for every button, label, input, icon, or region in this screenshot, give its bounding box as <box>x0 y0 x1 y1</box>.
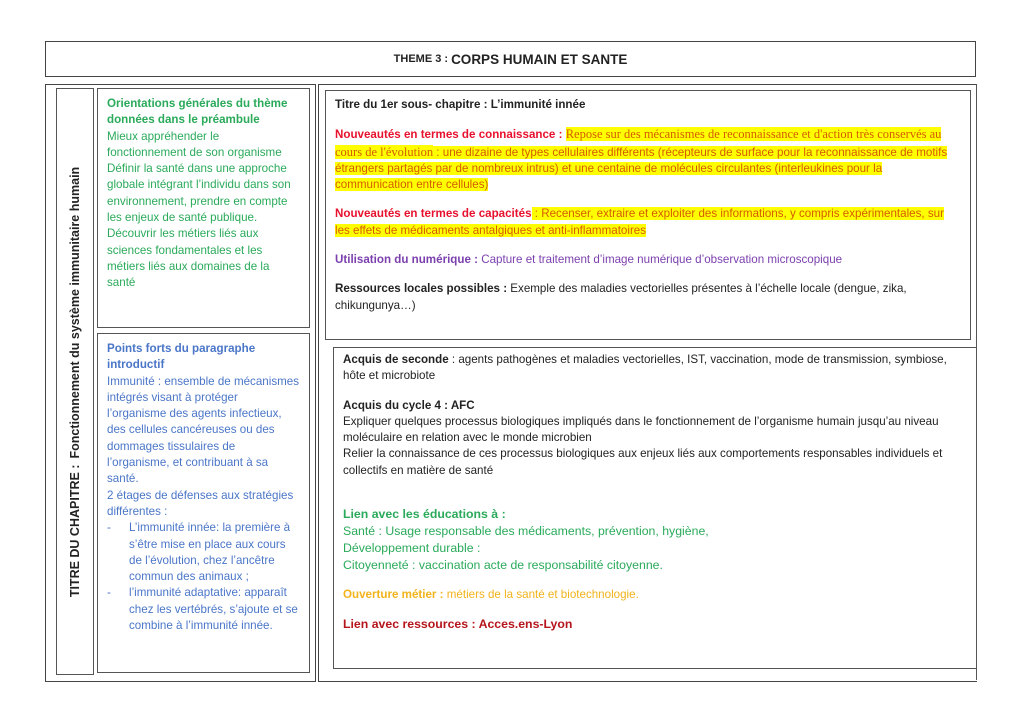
theme-title: CORPS HUMAIN ET SANTE <box>451 51 628 67</box>
connaissance-section <box>335 126 961 193</box>
subchapter-title: Titre du 1er sous- chapitre : L’immunité innée <box>335 98 586 111</box>
theme-header <box>45 41 976 77</box>
subchapter-box <box>325 90 971 340</box>
points-forts-stages-intro: 2 étages de défenses aux stratégies différentes : <box>107 488 294 518</box>
chapter-label: TITRE DU CHAPITRE : <box>68 464 82 597</box>
numerique-label: Utilisation du numérique : <box>335 253 478 267</box>
points-forts-heading: Points forts du paragraphe introductif <box>107 342 256 372</box>
metier-text: métiers de la santé et biotechnologie. <box>443 588 639 602</box>
acquis-box <box>333 347 977 669</box>
ressources-locales-label: Ressources locales possibles : <box>335 282 508 296</box>
points-forts-intro: Immunité : ensemble de mécanismes intégrés visant à protéger l’organisme des agents infectieux, des cellules cancéreuses ou des dommages tissulaires de l’organisme, et contribuant à sa santé. <box>107 374 300 486</box>
numerique-section <box>335 252 961 268</box>
numerique-text: Capture et traitement d’image numérique d’observation microscopique <box>478 253 843 267</box>
ressources-link: Lien avec ressources : Acces.ens-Lyon <box>343 617 573 632</box>
educations-line: Citoyenneté : vaccination acte de responsabilité citoyenne. <box>343 558 663 573</box>
capacites-text: : Recenser, extraire et exploiter des informations, y compris expérimentales, sur les effets de médicaments antalgiques et anti-inflammatoires <box>335 207 944 237</box>
acquis-cycle4-section <box>343 398 968 479</box>
bullet-text: L’immunité innée: la première à s’être mise en place aux cours de l’évolution, chez l’ancêtre commun des animaux ; <box>129 521 291 584</box>
chapter-title <box>68 166 82 596</box>
chapter-title-column <box>56 88 94 675</box>
list-item <box>107 585 300 634</box>
acquis-seconde-section <box>343 352 968 385</box>
metier-section <box>343 587 968 603</box>
orientations-line: Découvrir les métiers liés aux sciences fondamentales et les métiers liés aux domaines de la santé <box>107 227 270 290</box>
theme-prefix: THEME 3 : <box>393 53 449 65</box>
acquis-cycle4-label: Acquis du cycle 4 : AFC <box>343 398 475 412</box>
orientations-line: Mieux appréhender le fonctionnement de son organisme <box>107 129 282 159</box>
acquis-cycle4-line: Expliquer quelques processus biologiques impliqués dans le fonctionnement de l’organisme humain jusqu’au niveau moléculaire en relation avec le monde microbien <box>343 414 939 445</box>
bullet-text: l’immunité adaptative: apparaît chez les vertébrés, s’ajoute et se combine à l’immunité innée. <box>129 586 298 633</box>
capacites-section <box>335 206 961 239</box>
ressources-locales-section <box>335 281 961 314</box>
educations-section <box>343 506 968 574</box>
metier-label: Ouverture métier : <box>343 588 444 602</box>
acquis-cycle4-line: Relier la connaissance de ces processus biologiques aux enjeux liés aux comportements responsables individuels et collectifs en matière de santé <box>343 447 943 477</box>
ressources-locales-text: Exemple des maladies vectorielles présentes à l’échelle locale (dengue, zika, chikungunya…) <box>335 282 907 312</box>
orientations-heading: Orientations générales du thème données dans le préambule <box>107 97 288 127</box>
points-forts-list <box>107 520 300 634</box>
bullet-dash: - <box>107 521 111 535</box>
orientations-box <box>97 88 310 328</box>
educations-line: Développement durable : <box>343 541 481 556</box>
acquis-seconde-text: : agents pathogènes et maladies vectorielles, IST, vaccination, mode de transmission, symbiose, hôte et microbiote <box>343 353 947 383</box>
capacites-label: Nouveautés en termes de capacités <box>335 207 532 221</box>
bullet-dash: - <box>107 586 111 600</box>
chapter-name: Fonctionnement du système immunitaire humain <box>68 166 82 459</box>
connaissance-text: : une dizaine de types cellulaires différents (récepteurs de surface pour la reconnaissance de motifs étrangers partagés par de nombreux intrus) et une centaine de molécules circulantes (interleukines pour la communication entre cellules) <box>335 145 948 192</box>
points-forts-box <box>97 333 310 673</box>
educations-line: Santé : Usage responsable des médicaments, prévention, hygiène, <box>343 524 709 539</box>
orientations-line: Définir la santé dans une approche globale intégrant l’individu dans son environnement, prendre en compte les enjeux de santé publique. <box>107 162 291 225</box>
educations-label: Lien avec les éducations à : <box>343 507 506 522</box>
connaissance-label: Nouveautés en termes de connaissance : <box>335 128 563 142</box>
list-item <box>107 520 300 585</box>
acquis-seconde-label: Acquis de seconde <box>343 353 449 366</box>
connaissance-lead: Repose sur des mécanismes de reconnaissance et d'action très conservés au cours de l'évolution <box>335 127 942 159</box>
